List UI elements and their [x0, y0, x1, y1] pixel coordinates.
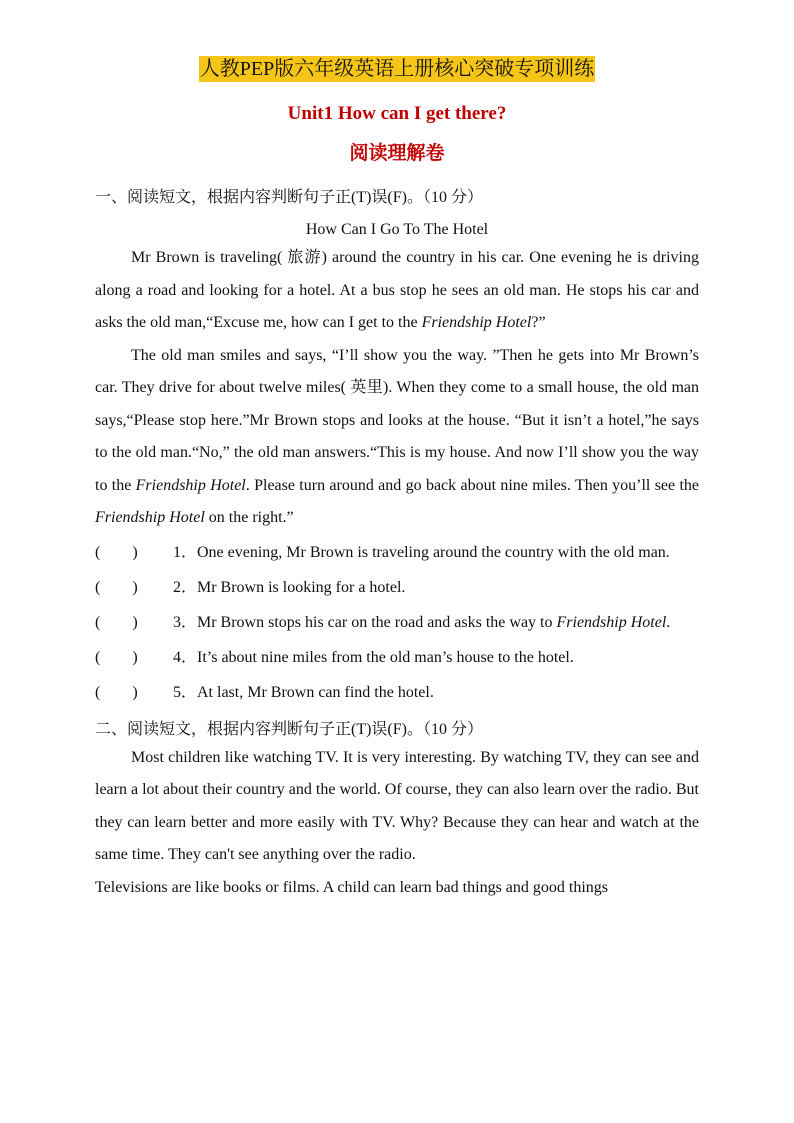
passage-2-paragraph-2: Televisions are like books or films. A child can learn bad things and good things	[95, 878, 609, 896]
question-3: ( ) 3．Mr Brown stops his car on the road and asks the way to Friendship Hotel.	[95, 605, 699, 640]
document-page	[95, 52, 699, 904]
answer-blank[interactable]: ( )	[95, 613, 138, 631]
question-4: ( ) 4．It’s about nine miles from the old man’s house to the hotel.	[95, 640, 699, 675]
question-5: ( ) 5．At last, Mr Brown can find the hotel.	[95, 675, 699, 710]
question-2: ( ) 2．Mr Brown is looking for a hotel.	[95, 570, 699, 605]
question-1: ( ) 1．One evening, Mr Brown is traveling around the country with the old man.	[95, 535, 699, 570]
passage-2-paragraph-1: Most children like watching TV. It is very interesting. By watching TV, they can see and learn a lot about their country and the world. Of course, they can also learn over the radio. But they can learn better and more easily with TV. Why? Because they can hear and watch at the same time. They can't see anything over the radio.	[95, 748, 699, 863]
section-2-heading: 二、阅读短文，根据内容判断句子正(T)误(F)。（10 分）	[95, 720, 483, 738]
section-1-heading: 一、阅读短文，根据内容判断句子正(T)误(F)。（10 分）	[95, 189, 483, 206]
passage-1-paragraph-1: Mr Brown is traveling( 旅游) around the country in his car. One evening he is driving along a road and looking for a hotel. At a bus stop he sees an old man. He stops his car and asks the old man,“Excuse me, how can I get to the Friendship Hotel?”	[95, 249, 699, 331]
unit-title: Unit1 How can I get there?	[287, 103, 507, 124]
passage-title: How Can I Go To The Hotel	[305, 221, 489, 238]
passage-1-paragraph-2: The old man smiles and says, “I’ll show you the way. ”Then he gets into Mr Brown’s car. They drive for about twelve miles( 英里). When they come to a small house, the old man says,“Please stop here.”Mr Brown stops and looks at the house. “But it isn’t a hotel,”he says to the old man.“No,” the old man answers.“This is my house. And now I’ll show you the way to the Friendship Hotel. Please turn around and go back about nine miles. Then you’ll see the Friendship Hotel on the right.”	[95, 346, 700, 526]
answer-blank[interactable]: ( )	[95, 648, 138, 666]
paper-type-title: 阅读理解卷	[349, 143, 445, 164]
highlighted-title: 人教PEP版六年级英语上册核心突破专项训练	[199, 58, 595, 80]
answer-blank[interactable]: ( )	[95, 683, 138, 701]
document-title	[95, 52, 699, 86]
answer-blank[interactable]: ( )	[95, 543, 138, 561]
answer-blank[interactable]: ( )	[95, 578, 138, 596]
